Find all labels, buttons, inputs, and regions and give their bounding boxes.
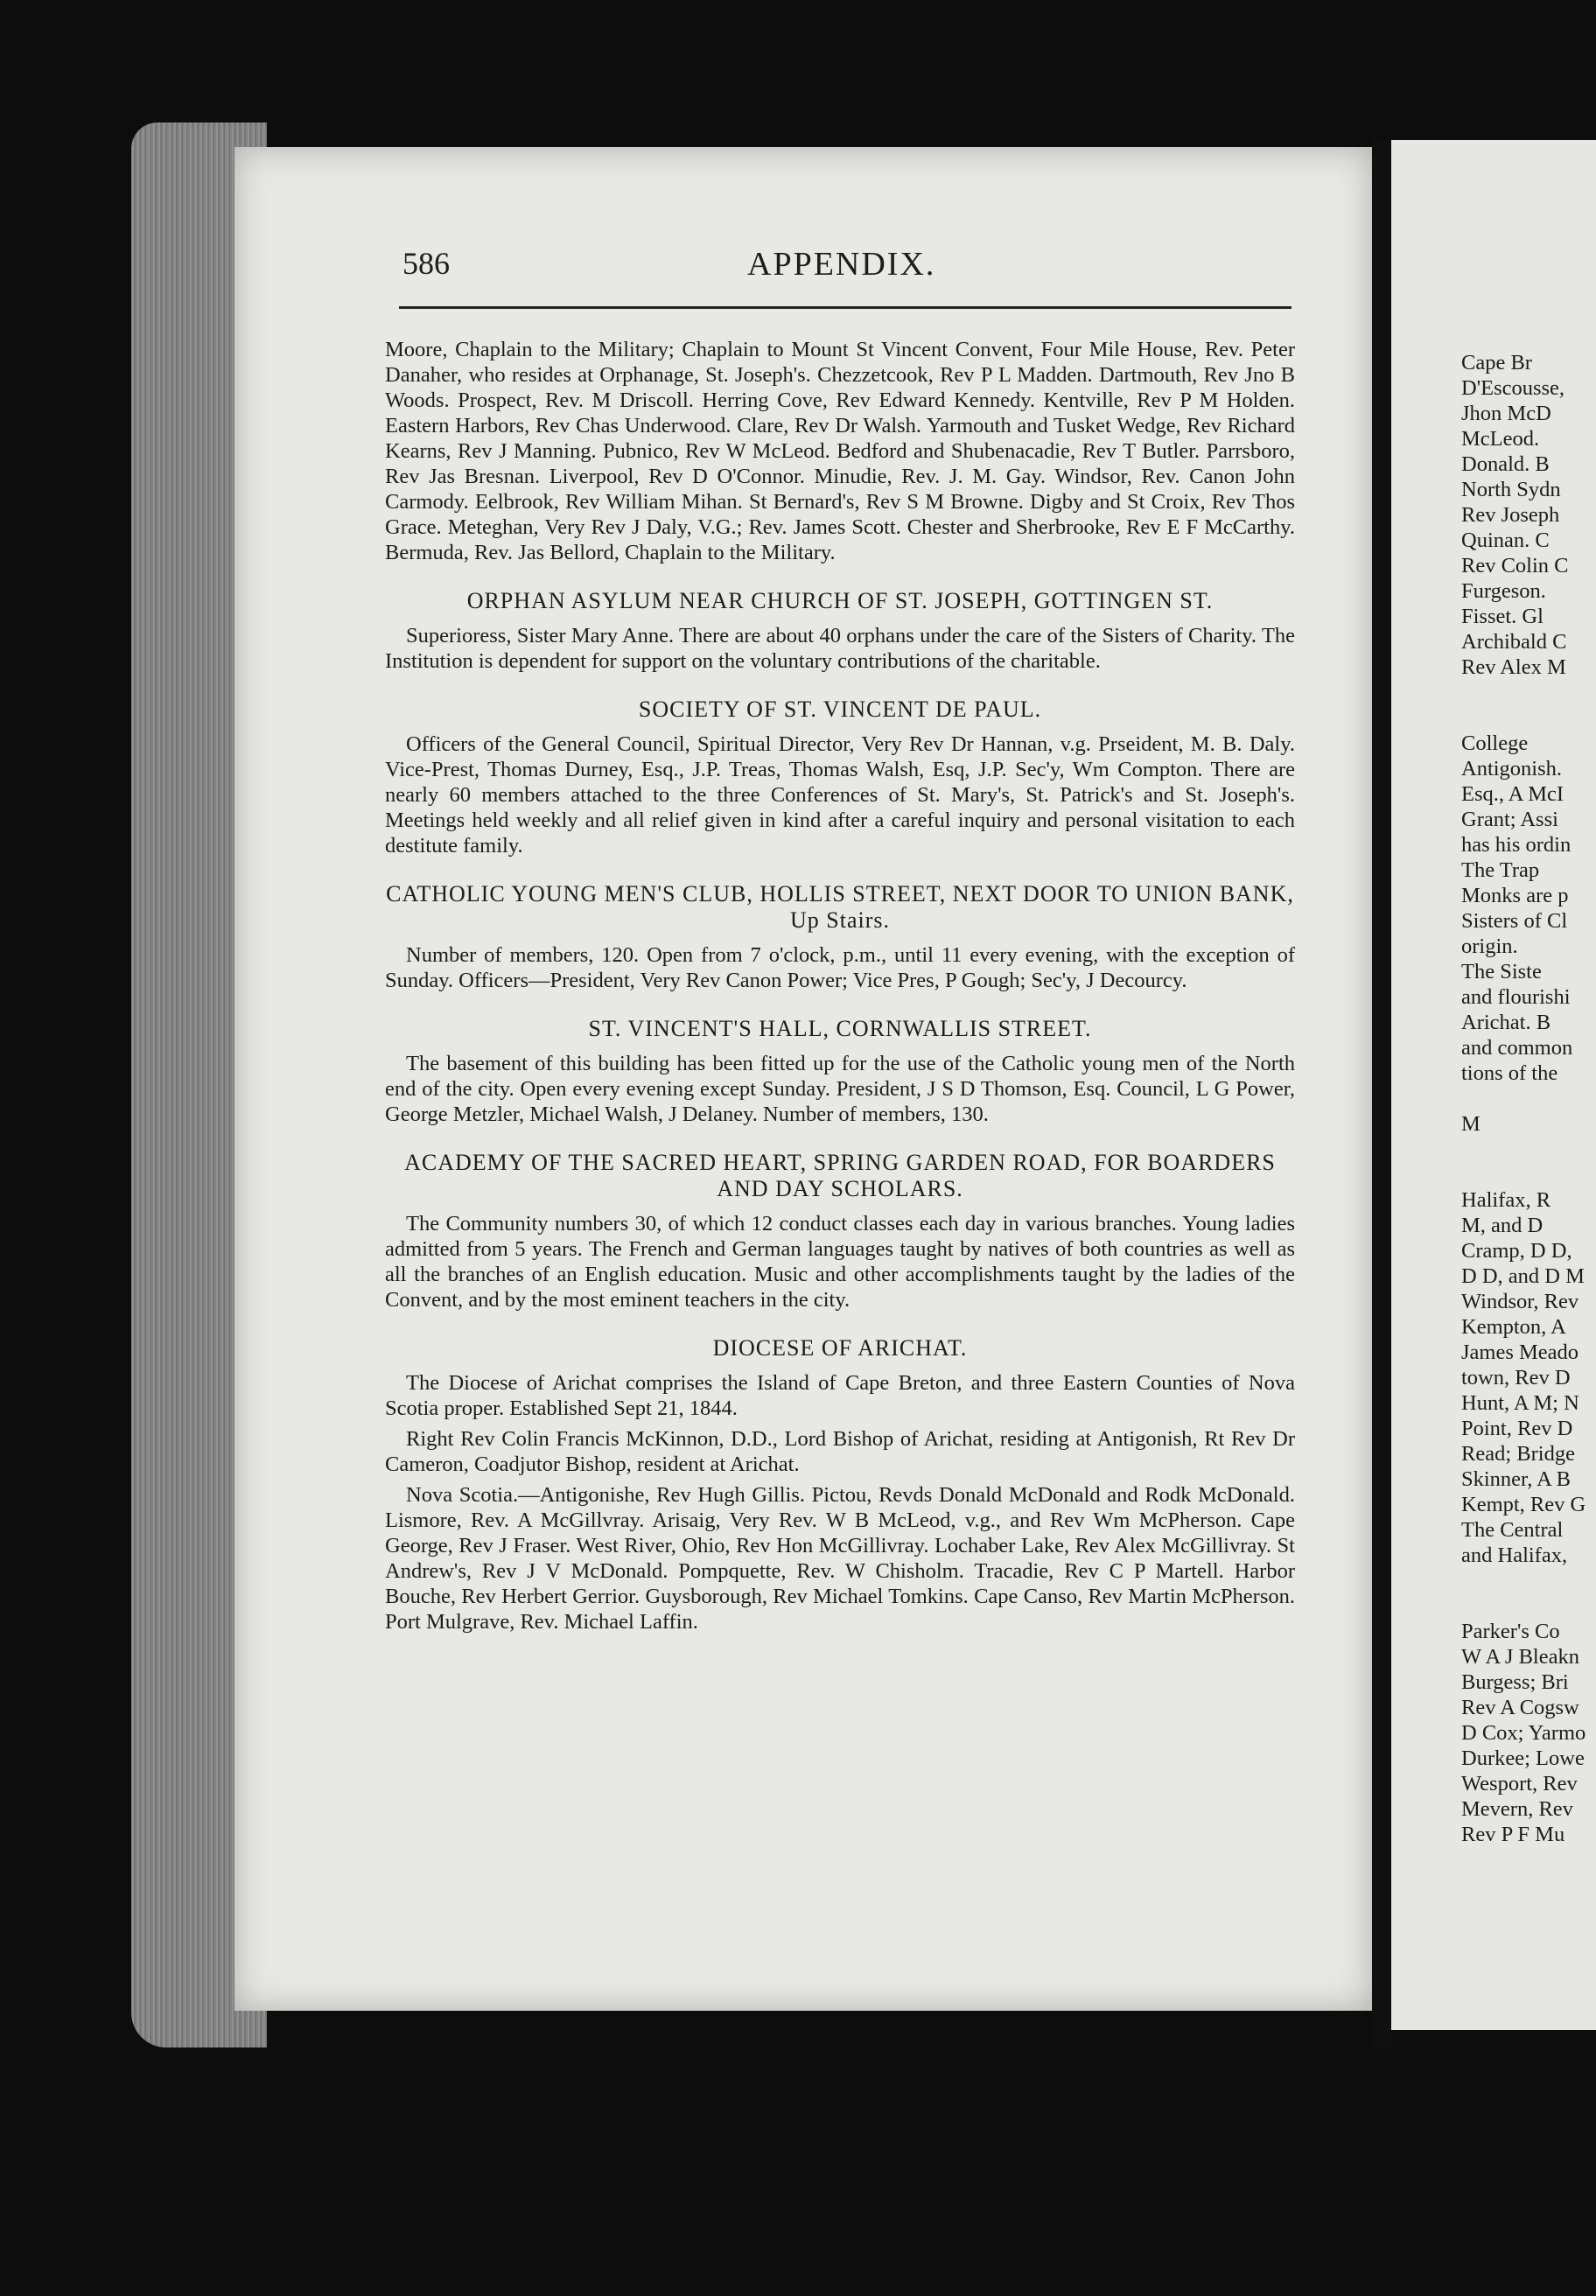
right-page-line: and Halifax,	[1461, 1544, 1568, 1567]
right-page-line: W A J Bleakn	[1461, 1645, 1579, 1669]
right-page-line: Arichat. B	[1461, 1011, 1551, 1034]
right-page-line	[1461, 1137, 1586, 1162]
right-page-line: Fisset. Gl	[1461, 605, 1544, 628]
right-page-line	[1461, 1568, 1586, 1593]
right-page-line	[1461, 680, 1586, 705]
section-heading: ACADEMY OF THE SACRED HEART, SPRING GARDEN ROAD, FOR BOARDERS AND DAY SCHOLARS.	[404, 1150, 1276, 1201]
page-number: 586	[402, 246, 450, 281]
right-page-line	[1461, 705, 1586, 731]
section-paragraph: Nova Scotia.—Antigonishe, Rev Hugh Gillis. Pictou, Revds Donald McDonald and Rodk McDonald. Lismore, Rev. A McGillvray. Arisaig, Very Rev. W B McLeod, v.g., and Rev Wm McPherson. Cape George, Rev J Fraser. West River, Ohio, Rev Hon McGillivray. Lochaber Lake, Rev Alex McGillivray. St Andrew's, Rev J V McDonald. Pompquette, Rev. W Chisholm. Tracadie, Rev C P Martell. Harbor Bouche, Rev Herbert Gerrior. Guysborough, Rev Michael Tomkins. Cape Canso, Rev Martin McPherson. Port Mulgrave, Rev. Michael Laffin.	[385, 1483, 1295, 1634]
section-heading: CATHOLIC YOUNG MEN'S CLUB, HOLLIS STREET, NEXT DOOR TO UNION BANK, Up Stairs.	[386, 881, 1294, 933]
right-page-line: town, Rev D	[1461, 1366, 1571, 1390]
right-page-line: Cramp, D D,	[1461, 1239, 1572, 1263]
right-page-line: M, and D	[1461, 1214, 1544, 1237]
right-page-line: Furgeson.	[1461, 579, 1546, 603]
section-paragraph: The Diocese of Arichat comprises the Island of Cape Breton, and three Eastern Counties of Nova Scotia proper. Established Sept 21, 1844.	[385, 1371, 1295, 1420]
section-heading: DIOCESE OF ARICHAT.	[712, 1335, 968, 1361]
right-page-line: College	[1461, 732, 1529, 755]
opening-paragraph: Moore, Chaplain to the Military; Chaplain to Mount St Vincent Convent, Four Mile House, Rev. Peter Danaher, who resides at Orphanage, St. Joseph's. Chezzetcook, Rev P L Madden. Dartmouth, Rev Jno B Woods. Prospect, Rev. M Driscoll. Herring Cove, Rev Edward Kennedy. Kentville, Rev P M Holden. Eastern Harbors, Rev Chas Underwood. Clare, Rev Dr Walsh. Yarmouth and Tusket Wedge, Rev Richard Kearns, Rev J Manning. Pubnico, Rev W McLeod. Bedford and Shubenacadie, Rev T Butler. Parrsboro, Rev Jas Bresnan. Liverpool, Rev D O'Connor. Minudie, Rev. J. M. Gay. Windsor, Rev. Canon John Carmody. Eelbrook, Rev William Mihan. St Bernard's, Rev S M Browne. Digby and St Croix, Rev Thos Grace. Meteghan, Very Rev J Daly, V.G.; Rev. James Scott. Chester and Sherbrooke, Rev E F McCarthy. Bermuda, Rev. Jas Bellord, Chaplain to the Military.	[385, 338, 1295, 564]
right-page-line: Halifax, R	[1461, 1188, 1551, 1212]
right-page-line: D'Escousse,	[1461, 376, 1565, 400]
right-page-line: D D, and D M	[1461, 1264, 1585, 1288]
right-page-line: Cape Br	[1461, 351, 1532, 374]
right-page-line: Archibald C	[1461, 630, 1567, 654]
right-page-line: Jhon McD	[1461, 402, 1551, 425]
right-page-line: Hunt, A M; N	[1461, 1391, 1579, 1415]
right-page-line: James Meado	[1461, 1340, 1579, 1364]
section-paragraph: Superioress, Sister Mary Anne. There are about 40 orphans under the care of the Sisters of Charity. The Institution is dependent for support on the voluntary contributions of the charitable.	[385, 624, 1295, 673]
section-paragraph: The basement of this building has been fitted up for the use of the Catholic young men of the North end of the city. Open every evening except Sunday. President, J S D Thomson, Esq. Council, L G Power, George Metzler, Michael Walsh, J Delaney. Number of members, 130.	[385, 1052, 1295, 1126]
right-page-line	[1461, 1162, 1586, 1187]
right-page-line: and flourishi	[1461, 985, 1571, 1009]
right-page-text-fragments	[1461, 350, 1586, 1847]
page-header	[402, 245, 1295, 298]
right-page-line: Monks are p	[1461, 884, 1569, 907]
section-paragraph: Number of members, 120. Open from 7 o'clock, p.m., until 11 every evening, with the exception of Sunday. Officers—President, Very Rev Canon Power; Vice Pres, P Gough; Sec'y, J Decourcy.	[385, 943, 1295, 992]
right-page-line: Rev A Cogsw	[1461, 1696, 1579, 1719]
book-gutter	[1372, 140, 1391, 2048]
right-page-line: Rev P F Mu	[1461, 1823, 1565, 1846]
right-page-line: The Trap	[1461, 858, 1540, 882]
right-page-line: has his ordin	[1461, 833, 1572, 857]
right-page-line: Kempton, A	[1461, 1315, 1566, 1339]
right-page-line: North Sydn	[1461, 478, 1561, 501]
section-heading: ST. VINCENT'S HALL, CORNWALLIS STREET.	[588, 1016, 1092, 1041]
right-page-line: tions of the	[1461, 1061, 1558, 1085]
right-page-line: Rev Alex M	[1461, 655, 1566, 679]
right-page-line: Skinner, A B	[1461, 1467, 1571, 1491]
page-title: APPENDIX.	[747, 246, 936, 283]
right-page-line: Windsor, Rev	[1461, 1290, 1579, 1313]
right-page-line: M	[1461, 1112, 1480, 1136]
right-page-line: Read; Bridge	[1461, 1442, 1575, 1466]
right-page-line: McLeod.	[1461, 427, 1540, 451]
right-page-line: Donald. B	[1461, 452, 1550, 476]
right-page-line: Kempt, Rev G	[1461, 1493, 1586, 1516]
right-page-line: Wesport, Rev	[1461, 1772, 1578, 1796]
header-rule	[399, 306, 1292, 309]
right-page-line: and common	[1461, 1036, 1573, 1060]
right-page-line: Grant; Assi	[1461, 808, 1558, 831]
section-paragraph: Officers of the General Council, Spiritual Director, Very Rev Dr Hannan, v.g. Prseident, M. B. Daly. Vice-Prest, Thomas Durney, Esq., J.P. Treas, Thomas Walsh, Esq, J.P. Sec'y, Wm Compton. There are nearly 60 members attached to the three Conferences of St. Mary's, St. Patrick's and St. Joseph's. Meetings held weekly and all relief given in kind after a careful inquiry and personal visitation to each destitute family.	[385, 732, 1295, 858]
section-heading: ORPHAN ASYLUM NEAR CHURCH OF ST. JOSEPH, GOTTINGEN ST.	[466, 588, 1214, 613]
right-page-line: The Siste	[1461, 960, 1542, 984]
right-page-line: Burgess; Bri	[1461, 1670, 1569, 1694]
right-page-line: D Cox; Yarmo	[1461, 1721, 1586, 1745]
right-page-line: Esq., A McI	[1461, 782, 1564, 806]
right-page-line: The Central	[1461, 1518, 1564, 1542]
right-page-line: Parker's Co	[1461, 1620, 1560, 1643]
right-page-line: Durkee; Lowe	[1461, 1746, 1585, 1770]
left-page-text	[385, 337, 1295, 1640]
section-paragraph: The Community numbers 30, of which 12 conduct classes each day in various branches. Young ladies admitted from 5 years. The French and German languages taught by natives of both countries as well as all the branches of an English education. Music and other accomplishments taught by the ladies of the Convent, and by the most eminent teachers in the city.	[385, 1212, 1295, 1312]
right-page-line	[1461, 1086, 1586, 1111]
section-heading: SOCIETY OF ST. VINCENT DE PAUL.	[638, 696, 1042, 722]
right-page-line: Antigonish.	[1461, 757, 1563, 780]
right-page-line: origin.	[1461, 934, 1518, 958]
right-page-line: Point, Rev D	[1461, 1417, 1573, 1440]
right-page-line: Sisters of Cl	[1461, 909, 1568, 933]
right-page-line	[1461, 1593, 1586, 1619]
right-page-line: Quinan. C	[1461, 528, 1550, 552]
right-page-line: Rev Joseph	[1461, 503, 1560, 527]
section-paragraph: Right Rev Colin Francis McKinnon, D.D., Lord Bishop of Arichat, residing at Antigonish, Rt Rev Dr Cameron, Coadjutor Bishop, resident at Arichat.	[385, 1427, 1295, 1476]
right-page-line: Rev Colin C	[1461, 554, 1569, 578]
right-page-line: Mevern, Rev	[1461, 1797, 1573, 1821]
